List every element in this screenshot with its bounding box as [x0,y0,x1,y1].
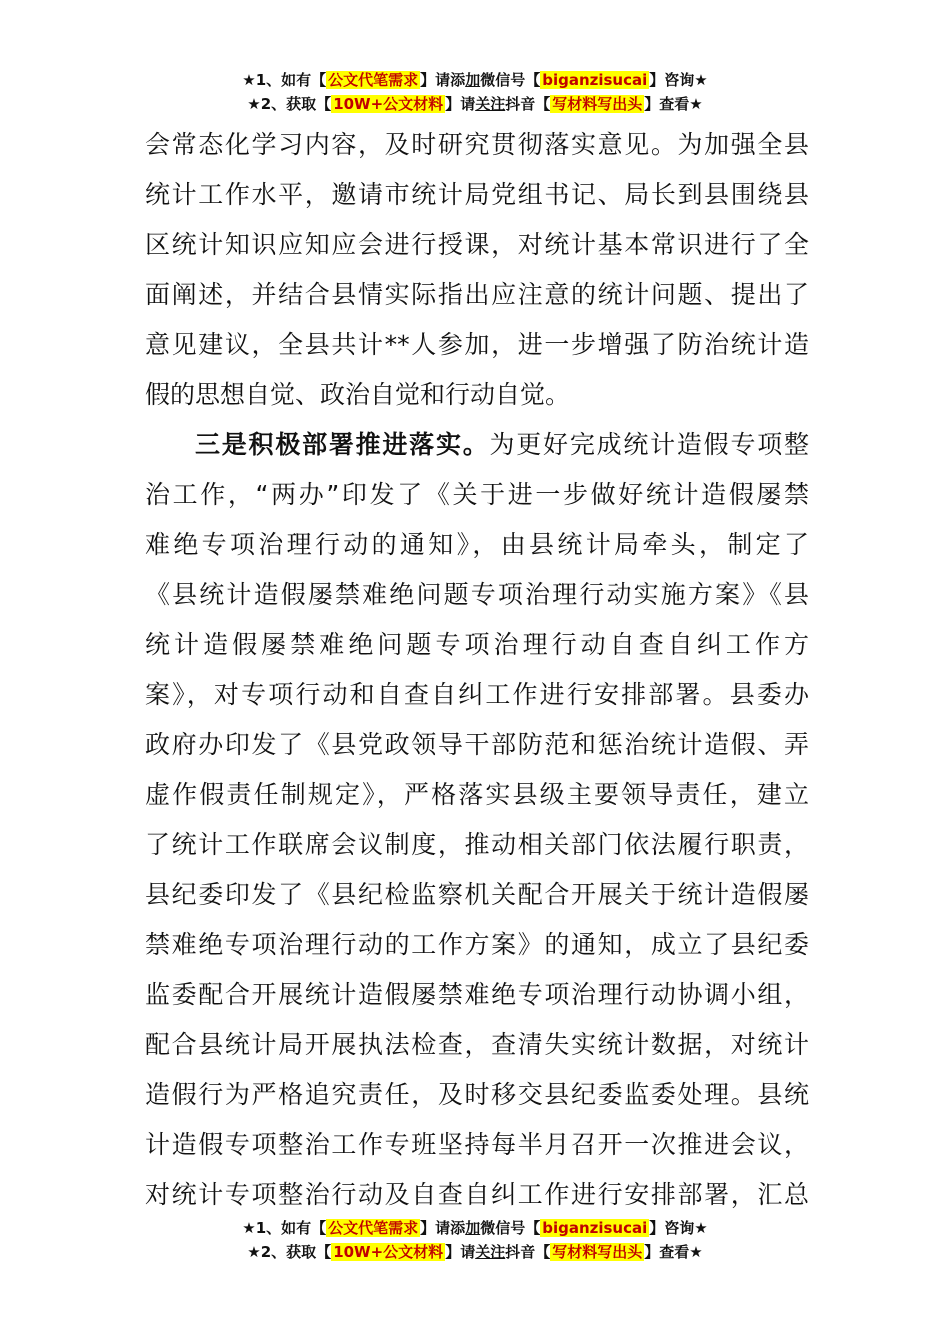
banner-line-1 [0,1216,950,1240]
highlight-service: 公文代笔需求 [328,71,419,89]
banner-text: 】咨询★ [649,1219,708,1237]
text-line: 对统计专项整治行动及自查自纠工作进行安排部署，汇总 [145,1180,809,1209]
banner-text: 微信号【 [480,1219,541,1237]
text-line: 了统计工作联席会议制度，推动相关部门依法履行职责， [145,830,809,859]
header-banner [0,68,950,116]
text-line: 区统计知识应知应会进行授课，对统计基本常识进行了全 [145,230,809,259]
banner-text: ★2、获取【 [247,1243,332,1261]
text-line: 政府办印发了《县党政领导干部防范和惩治统计造假、弄 [145,730,809,759]
banner-text: 】查看★ [644,1243,703,1261]
highlight-materials: 10W+公文材料 [333,95,444,113]
text-line: 监委配合开展统计造假屡禁难绝专项治理行动协调小组， [145,980,809,1009]
banner-text: ★2、获取【 [247,95,332,113]
banner-line-2 [0,1240,950,1264]
text-line: 统计工作水平，邀请市统计局党组书记、局长到县围绕县 [145,180,809,209]
text-line: 县纪委印发了《县纪检监察机关配合开展关于统计造假屡 [145,880,809,909]
text-line: 统计造假屡禁难绝问题专项治理行动自查自纠工作方 [145,630,809,659]
text-line: 案》，对专项行动和自查自纠工作进行安排部署。县委办 [145,680,809,709]
highlight-wechat-id: biganzisucai [542,1219,648,1237]
text-line: 虚作假责任制规定》，严格落实县级主要领导责任，建立 [145,780,809,809]
banner-underlined-text: 加 [465,1219,481,1237]
text-line: 假的思想自觉、政治自觉和行动自觉。 [145,380,571,409]
banner-text: 】请添 [420,1219,466,1237]
banner-underlined-text: 关注 [475,95,506,113]
banner-text: 】请添 [420,71,466,89]
text-line: 计造假专项整治工作专班坚持每半月召开一次推进会议， [145,1130,809,1159]
banner-text: 抖音【 [505,1243,551,1261]
document-body [145,120,809,1220]
banner-text: 】请 [445,1243,476,1261]
banner-underlined-text: 关注 [475,1243,506,1261]
banner-text: 】查看★ [644,95,703,113]
paragraph-1 [145,120,809,420]
highlight-service: 公文代笔需求 [328,1219,419,1237]
text-line: 会常态化学习内容，及时研究贯彻落实意见。为加强全县 [145,130,809,159]
banner-underlined-text: 加 [465,71,481,89]
paragraph-2 [145,420,809,1220]
text-line: 造假行为严格追究责任，及时移交县纪委监委处理。县统 [145,1080,809,1109]
highlight-wechat-id: biganzisucai [542,71,648,89]
section-heading: 三是积极部署推进落实。 [195,430,490,459]
text-line: 面阐述，并结合县情实际指出应注意的统计问题、提出了 [145,280,809,309]
banner-text: ★1、如有【 [242,71,327,89]
banner-text: 】咨询★ [649,71,708,89]
text-line: 意见建议，全县共计**人参加，进一步增强了防治统计造 [145,330,809,359]
text-line: 难绝专项治理行动的通知》，由县统计局牵头，制定了 [145,530,809,559]
text-line: 《县统计造假屡禁难绝问题专项治理行动实施方案》《县 [145,580,809,609]
banner-text: 微信号【 [480,71,541,89]
banner-line-2 [0,92,950,116]
banner-text: 抖音【 [505,95,551,113]
banner-text: ★1、如有【 [242,1219,327,1237]
highlight-materials: 10W+公文材料 [333,1243,444,1261]
text-line-first [145,420,809,470]
footer-banner [0,1216,950,1264]
text-run: 为更好完成统计造假专项整 [489,430,809,459]
text-line: 治工作，“两办”印发了《关于进一步做好统计造假屡禁 [145,480,809,509]
banner-line-1 [0,68,950,92]
highlight-douyin: 写材料写出头 [552,1243,643,1261]
text-line: 禁难绝专项治理行动的工作方案》的通知，成立了县纪委 [145,930,809,959]
text-line: 配合县统计局开展执法检查，查清失实统计数据，对统计 [145,1030,809,1059]
highlight-douyin: 写材料写出头 [552,95,643,113]
banner-text: 】请 [445,95,476,113]
